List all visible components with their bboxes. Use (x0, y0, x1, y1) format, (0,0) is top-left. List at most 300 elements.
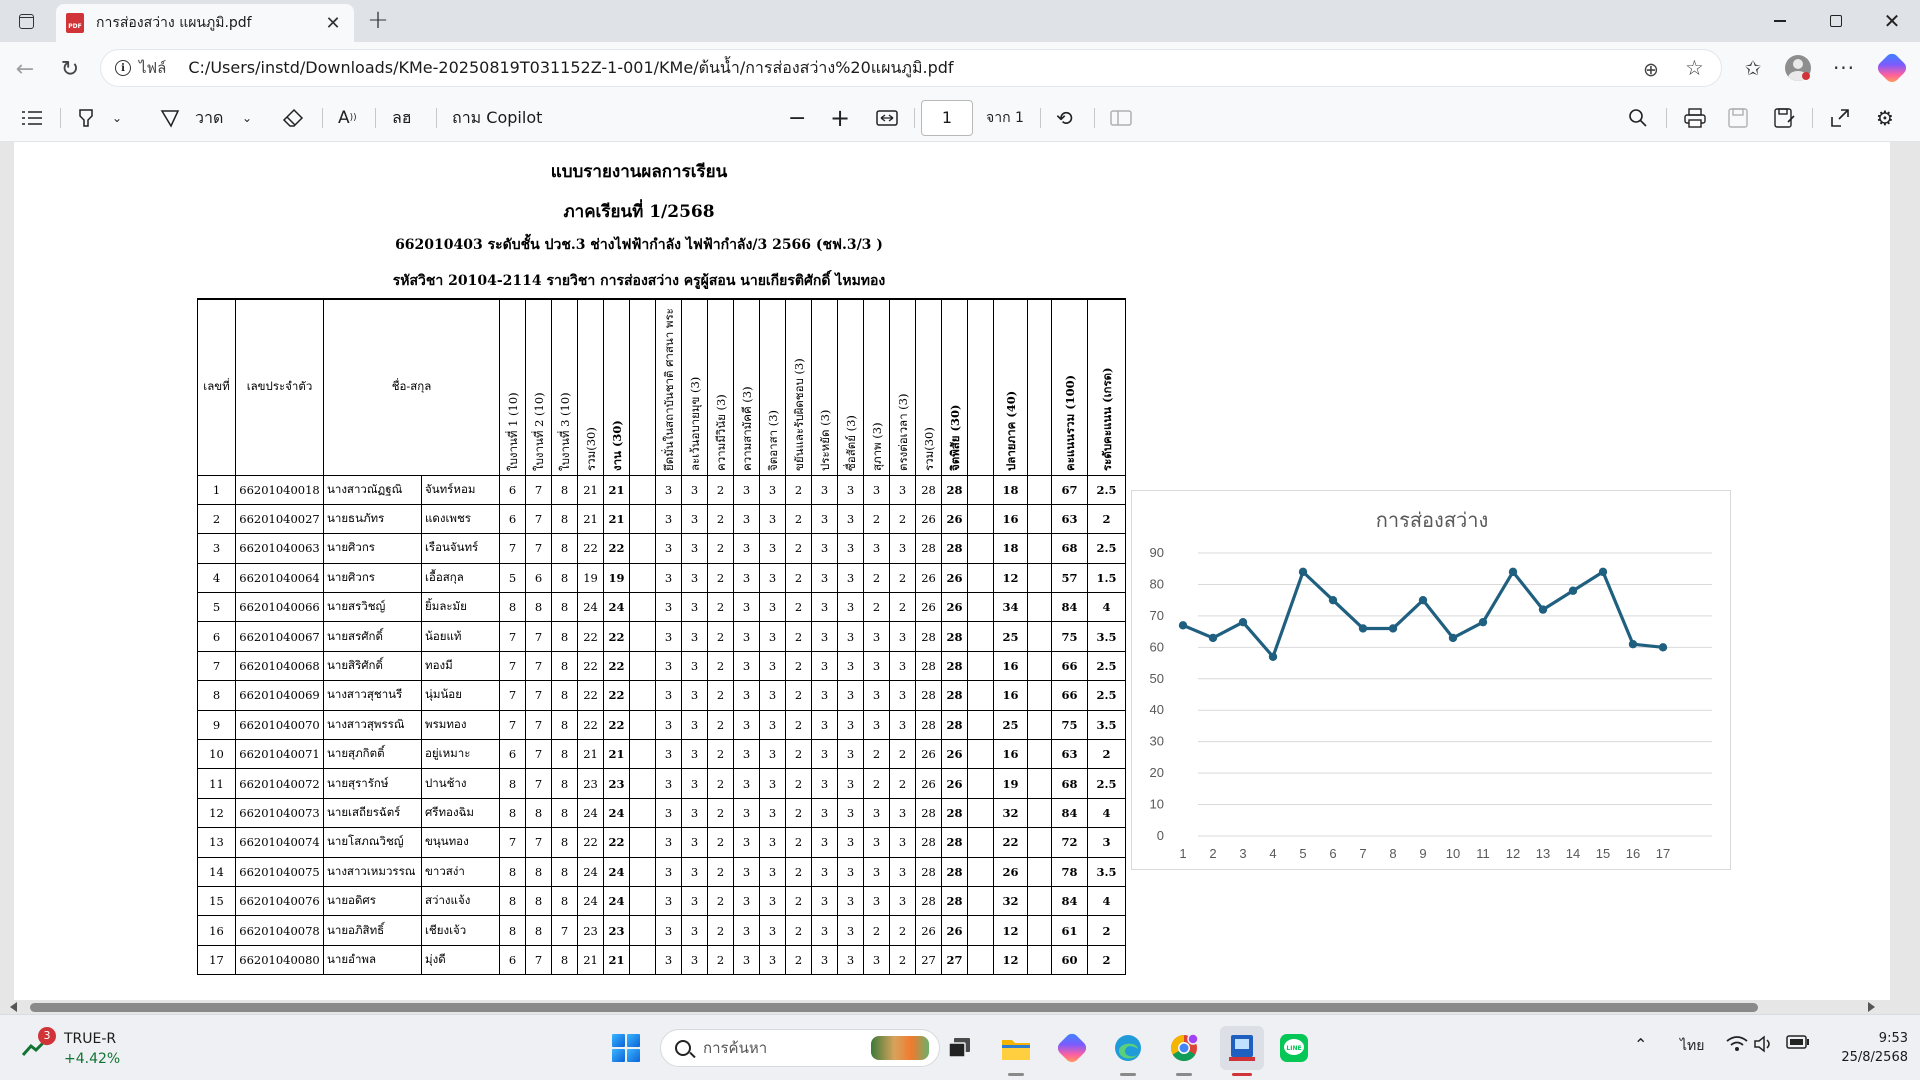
table-cell: 3 (812, 534, 838, 563)
site-info-icon[interactable]: i (115, 60, 131, 76)
column-header-label: ยึดมั่นในสถาบันชาติ ศาสนา พระ (661, 307, 676, 471)
search-icon (675, 1040, 691, 1056)
table-cell: 63 (1052, 740, 1088, 769)
table-cell: พรมทอง (422, 710, 500, 739)
table-cell: 3 (760, 563, 786, 592)
table-cell (630, 651, 656, 680)
table-cell: 66201040080 (236, 945, 324, 974)
contents-list-icon[interactable] (22, 104, 42, 132)
table-cell (968, 504, 994, 533)
table-cell: 3 (838, 740, 864, 769)
column-header (890, 299, 916, 475)
table-cell: 66201040076 (236, 886, 324, 915)
table-cell: 3 (682, 769, 708, 798)
table-cell: 8 (552, 651, 578, 680)
table-cell: 84 (1052, 593, 1088, 622)
table-cell: 66201040072 (236, 769, 324, 798)
table-cell: 26 (916, 504, 942, 533)
data-point (1269, 653, 1277, 661)
table-cell (1028, 534, 1052, 563)
table-cell: 2 (708, 945, 734, 974)
table-cell: นุ่มน้อย (422, 681, 500, 710)
chart-svg (1132, 491, 1732, 871)
table-cell: 75 (1052, 710, 1088, 739)
page-view-icon[interactable] (1110, 104, 1132, 132)
address-bar[interactable] (100, 49, 1722, 87)
table-cell: 2.5 (1088, 681, 1126, 710)
table-cell: 26 (942, 769, 968, 798)
table-cell: 3 (760, 622, 786, 651)
table-cell (1028, 740, 1052, 769)
clock-date: 25/8/2568 (1841, 1050, 1908, 1065)
more-options-icon[interactable]: ··· (1832, 56, 1856, 80)
table-row (198, 504, 1152, 533)
eraser-icon[interactable] (282, 104, 304, 132)
table-cell: 3 (682, 798, 708, 827)
table-cell: 24 (578, 593, 604, 622)
data-point (1479, 618, 1487, 626)
table-cell: 2 (786, 916, 812, 945)
table-cell: 3 (864, 534, 890, 563)
table-cell: 3 (864, 828, 890, 857)
pdf-toolbar (0, 94, 1920, 142)
table-cell: 2 (890, 563, 916, 592)
table-cell: ขาวสง่า (422, 857, 500, 886)
table-cell (968, 534, 994, 563)
find-icon[interactable] (1628, 104, 1648, 132)
fullscreen-icon[interactable] (1830, 104, 1850, 132)
table-cell: 8 (552, 475, 578, 504)
table-cell: นายสุภกิตติ์ (324, 740, 422, 769)
column-header: เลขประจำตัว (236, 299, 324, 475)
table-cell: 8 (500, 798, 526, 827)
settings-gear-icon[interactable]: ⚙ (1876, 106, 1894, 130)
favorites-icon[interactable]: ✩ (1744, 56, 1762, 80)
volume-icon[interactable] (1754, 1035, 1776, 1057)
minimize-button[interactable] (1752, 0, 1808, 42)
draw-dropdown-icon[interactable]: ⌄ (242, 111, 253, 125)
table-cell: แดงเพชร (422, 504, 500, 533)
input-language[interactable]: ไทย (1680, 1038, 1705, 1054)
active-tab[interactable] (56, 4, 354, 42)
table-cell: 3 (682, 916, 708, 945)
data-point (1389, 624, 1397, 632)
table-cell: 7 (526, 769, 552, 798)
save-as-icon[interactable] (1774, 104, 1796, 132)
table-cell: 3.5 (1088, 622, 1126, 651)
line-chart (1131, 490, 1731, 870)
table-cell: 28 (916, 828, 942, 857)
table-cell: 3 (890, 534, 916, 563)
table-cell: 2 (864, 740, 890, 769)
table-cell: 7 (500, 534, 526, 563)
table-cell: 3 (656, 916, 682, 945)
table-cell (630, 886, 656, 915)
table-cell: 4 (1088, 593, 1126, 622)
table-cell: 19 (604, 563, 630, 592)
table-cell: 2 (786, 563, 812, 592)
table-cell: 6 (500, 504, 526, 533)
table-cell: 8 (500, 916, 526, 945)
table-cell: 66201040067 (236, 622, 324, 651)
table-cell: 26 (916, 769, 942, 798)
column-header (968, 299, 994, 475)
table-cell: 26 (916, 563, 942, 592)
horizontal-scrollbar[interactable] (0, 1000, 1896, 1014)
y-tick-label: 60 (1149, 639, 1164, 655)
table-cell: 2 (786, 886, 812, 915)
text-icon[interactable]: A )) (338, 108, 357, 128)
table-cell: 18 (994, 475, 1028, 504)
table-cell (968, 945, 994, 974)
x-tick-label: 1 (1179, 846, 1187, 861)
table-cell: 3 (682, 886, 708, 915)
table-cell: 3 (760, 681, 786, 710)
table-cell: 16 (198, 916, 236, 945)
table-cell: 2 (786, 504, 812, 533)
maximize-button[interactable] (1808, 0, 1864, 42)
table-cell (1028, 681, 1052, 710)
y-tick-label: 90 (1149, 545, 1164, 560)
table-cell: 3 (734, 798, 760, 827)
table-cell: 3 (838, 475, 864, 504)
table-cell: 16 (994, 651, 1028, 680)
table-cell: นายศิวกร (324, 563, 422, 592)
table-cell: 22 (604, 534, 630, 563)
table-cell: 16 (994, 504, 1028, 533)
table-cell: นายสรวิชญ์ (324, 593, 422, 622)
search-highlight-image (871, 1036, 929, 1060)
zoom-icon[interactable]: ⊕ (1643, 59, 1659, 81)
table-cell: ทองมี (422, 651, 500, 680)
table-cell: 22 (578, 622, 604, 651)
y-tick-label: 40 (1149, 702, 1164, 718)
y-tick-label: 50 (1149, 670, 1164, 686)
column-header-label: ระดับคะแนน (เกรด) (1099, 367, 1114, 471)
table-cell: 8 (500, 593, 526, 622)
table-cell: 3 (838, 916, 864, 945)
new-tab-button[interactable]: + (367, 5, 389, 35)
table-cell: 5 (198, 593, 236, 622)
draw-label[interactable]: วาด (195, 107, 224, 127)
table-cell: 68 (1052, 769, 1088, 798)
table-cell: 28 (916, 681, 942, 710)
table-cell: 3 (682, 828, 708, 857)
table-cell: 7 (500, 622, 526, 651)
table-cell: 3 (890, 651, 916, 680)
table-cell: ปานช้าง (422, 769, 500, 798)
table-cell: 66201040064 (236, 563, 324, 592)
table-cell: 8 (526, 857, 552, 886)
table-cell: 12 (994, 916, 1028, 945)
table-cell: 8 (526, 916, 552, 945)
table-cell: 21 (604, 504, 630, 533)
table-cell: นายสิริศักดิ์ (324, 651, 422, 680)
table-cell: 3 (864, 651, 890, 680)
table-cell: 3 (656, 740, 682, 769)
table-cell: 2 (890, 593, 916, 622)
table-cell: 66201040070 (236, 710, 324, 739)
table-cell: 2 (708, 769, 734, 798)
column-header (786, 299, 812, 475)
table-cell: 2 (786, 593, 812, 622)
table-cell: 2 (786, 651, 812, 680)
tab-strip (0, 0, 1920, 42)
table-row (198, 798, 1152, 827)
x-tick-label: 8 (1389, 846, 1397, 861)
table-cell: 3 (890, 622, 916, 651)
edge-running-indicator (1120, 1073, 1136, 1076)
table-cell: น้อยแท้ (422, 622, 500, 651)
table-cell: 22 (578, 651, 604, 680)
url-text[interactable]: C:/Users/instd/Downloads/KMe-20250819T031152Z-1-001/KMe/ต้นน้ำ/การส่องสว่าง%20แผนภูมิ.pdf (188, 57, 954, 77)
table-cell: 3 (838, 651, 864, 680)
table-cell: 3 (812, 681, 838, 710)
page-number-input[interactable]: 1 (921, 100, 973, 136)
table-cell: 2 (786, 710, 812, 739)
table-cell: 26 (994, 857, 1028, 886)
line-app-icon[interactable] (1276, 1030, 1312, 1066)
table-cell: 3 (890, 710, 916, 739)
table-cell: 3 (838, 828, 864, 857)
table-cell: 3 (760, 504, 786, 533)
table-cell: 21 (578, 504, 604, 533)
table-cell: 3 (812, 769, 838, 798)
table-cell: 2.5 (1088, 769, 1126, 798)
rotate-icon[interactable]: ⟲ (1056, 106, 1073, 130)
column-header-label: ปลายภาค (40) (1003, 390, 1018, 471)
table-cell: 66201040075 (236, 857, 324, 886)
table-cell: 22 (604, 681, 630, 710)
table-cell: 3 (760, 740, 786, 769)
table-cell: 7 (500, 828, 526, 857)
horizontal-scroll-thumb[interactable] (30, 1003, 1758, 1012)
table-cell: 2 (708, 563, 734, 592)
table-cell: 8 (552, 504, 578, 533)
table-cell (1028, 504, 1052, 533)
table-cell (968, 740, 994, 769)
column-header (838, 299, 864, 475)
system-clock[interactable] (1838, 1029, 1908, 1067)
table-cell: 60 (1052, 945, 1088, 974)
table-cell (968, 828, 994, 857)
zoom-in-icon[interactable]: + (830, 104, 851, 132)
battery-icon[interactable] (1786, 1035, 1810, 1053)
table-cell: 2 (890, 916, 916, 945)
table-cell: 28 (916, 857, 942, 886)
scroll-left-icon[interactable] (10, 1002, 17, 1012)
task-view-icon[interactable] (942, 1030, 978, 1066)
table-cell: 3 (838, 563, 864, 592)
table-cell: มุ่งดี (422, 945, 500, 974)
edge-browser-icon[interactable] (1110, 1030, 1146, 1066)
table-cell: 8 (526, 886, 552, 915)
table-cell: 3 (812, 651, 838, 680)
print-icon[interactable] (1684, 104, 1706, 132)
table-cell: 19 (994, 769, 1028, 798)
table-cell: 3 (656, 681, 682, 710)
column-header (682, 299, 708, 475)
table-cell: 3 (656, 886, 682, 915)
tab-title: การส่องสว่าง แผนภูมิ.pdf (96, 15, 252, 31)
table-cell: 8 (526, 798, 552, 827)
pdf-viewer-app-icon[interactable] (1220, 1026, 1264, 1070)
table-cell: 3 (682, 593, 708, 622)
table-cell: 7 (526, 534, 552, 563)
ask-copilot-button[interactable]: ถาม Copilot (452, 107, 543, 127)
table-cell: 8 (500, 886, 526, 915)
table-cell: 8 (552, 769, 578, 798)
table-cell: 14 (198, 857, 236, 886)
table-cell: 2 (708, 593, 734, 622)
table-cell: 3 (838, 886, 864, 915)
table-cell: 2 (1088, 916, 1126, 945)
table-row (198, 710, 1152, 739)
table-cell: 28 (942, 798, 968, 827)
table-cell: 3 (812, 886, 838, 915)
table-cell: 28 (916, 475, 942, 504)
table-cell: 3 (838, 710, 864, 739)
column-header (942, 299, 968, 475)
column-header (500, 299, 526, 475)
subject-title: รหัสวิชา 20104-2114 รายวิชา การส่องสว่าง ครูผู้สอน นายเกียรติศักดิ์ ไหมทอง (392, 273, 886, 289)
x-tick-label: 10 (1445, 846, 1461, 861)
table-cell: 75 (1052, 622, 1088, 651)
table-cell: 22 (604, 828, 630, 857)
table-cell (1028, 828, 1052, 857)
table-cell: 28 (942, 710, 968, 739)
show-hidden-icons-chevron[interactable]: ⌃ (1634, 1035, 1648, 1054)
file-explorer-icon[interactable] (998, 1030, 1034, 1066)
table-cell: 3 (656, 475, 682, 504)
grades-table (197, 298, 1152, 975)
table-cell: 3 (656, 622, 682, 651)
table-cell: 2 (890, 740, 916, 769)
table-cell: 3 (734, 593, 760, 622)
table-cell: 3 (682, 563, 708, 592)
table-cell: 8 (526, 593, 552, 622)
profile-button[interactable] (1782, 52, 1814, 84)
table-cell: 4 (1088, 886, 1126, 915)
table-cell: 2 (708, 651, 734, 680)
favorite-star-icon[interactable]: ☆ (1685, 56, 1704, 80)
table-cell: 2 (864, 769, 890, 798)
table-cell: 6 (526, 563, 552, 592)
table-cell: นายศิวกร (324, 534, 422, 563)
table-cell: 3 (760, 710, 786, 739)
highlight-icon[interactable] (76, 104, 96, 132)
table-cell: 7 (500, 681, 526, 710)
table-cell: 3 (864, 857, 890, 886)
taskbar-search[interactable] (660, 1029, 940, 1067)
table-cell: 28 (942, 651, 968, 680)
chrome-browser-icon[interactable] (1166, 1030, 1202, 1066)
table-cell (630, 769, 656, 798)
table-cell: 13 (198, 828, 236, 857)
save-icon[interactable] (1728, 104, 1748, 132)
table-cell: 3 (656, 798, 682, 827)
table-cell: 3 (760, 534, 786, 563)
table-cell (1028, 886, 1052, 915)
scroll-right-icon[interactable] (1868, 1002, 1875, 1012)
taskbar (0, 1014, 1920, 1080)
close-window-button[interactable]: ✕ (1883, 9, 1901, 33)
table-cell: 3 (734, 945, 760, 974)
table-cell: 66201040074 (236, 828, 324, 857)
table-cell: 8 (552, 828, 578, 857)
table-cell: 28 (916, 886, 942, 915)
table-cell: 2 (890, 945, 916, 974)
wifi-icon[interactable] (1726, 1035, 1748, 1057)
table-cell: 3 (656, 563, 682, 592)
copilot-icon[interactable] (1876, 52, 1908, 84)
table-cell: 22 (578, 710, 604, 739)
table-cell: 27 (942, 945, 968, 974)
x-tick-label: 7 (1359, 846, 1367, 861)
highlight-dropdown-icon[interactable]: ⌄ (112, 111, 123, 125)
table-cell (968, 681, 994, 710)
table-cell: 28 (942, 828, 968, 857)
table-cell: 26 (916, 916, 942, 945)
data-point (1359, 624, 1367, 632)
table-cell: 2 (786, 740, 812, 769)
tab-actions-icon[interactable] (12, 8, 40, 34)
table-row (198, 857, 1152, 886)
chart-title: การส่องสว่าง (1375, 510, 1489, 532)
table-cell: 3 (812, 593, 838, 622)
x-tick-label: 13 (1535, 846, 1551, 861)
start-windows-icon[interactable] (608, 1030, 644, 1066)
table-cell: 3 (760, 828, 786, 857)
table-cell: 2 (890, 769, 916, 798)
table-cell: อยู่เหมาะ (422, 740, 500, 769)
table-cell: 2 (786, 622, 812, 651)
table-cell (630, 798, 656, 827)
table-cell: 23 (604, 916, 630, 945)
table-cell: 8 (500, 857, 526, 886)
tab-close-icon[interactable]: ✕ (325, 12, 341, 34)
table-cell (630, 945, 656, 974)
table-cell: 2 (1088, 504, 1126, 533)
table-cell: 4 (198, 563, 236, 592)
table-cell: 23 (578, 916, 604, 945)
table-cell: 15 (198, 886, 236, 915)
reload-button[interactable]: ↻ (60, 56, 80, 82)
table-cell: 3 (760, 886, 786, 915)
zoom-out-icon[interactable]: − (788, 105, 807, 131)
table-row (198, 916, 1152, 945)
read-aloud-label[interactable]: ลฮ (392, 107, 412, 127)
copilot-app-icon[interactable] (1054, 1030, 1090, 1066)
table-cell: 26 (916, 593, 942, 622)
stock-widget[interactable] (22, 1027, 152, 1071)
draw-icon[interactable] (160, 104, 180, 132)
fit-width-icon[interactable] (876, 104, 898, 132)
table-cell: 3 (656, 857, 682, 886)
table-cell: 4 (1088, 798, 1126, 827)
back-button[interactable]: ← (15, 56, 35, 82)
data-point (1599, 568, 1607, 576)
table-cell: 3 (734, 651, 760, 680)
table-cell: 28 (942, 886, 968, 915)
column-header (1052, 299, 1088, 475)
table-cell (968, 886, 994, 915)
table-row (198, 769, 1152, 798)
table-row (198, 622, 1152, 651)
table-cell: 21 (578, 475, 604, 504)
table-cell: 3 (812, 563, 838, 592)
table-cell: 3 (812, 504, 838, 533)
